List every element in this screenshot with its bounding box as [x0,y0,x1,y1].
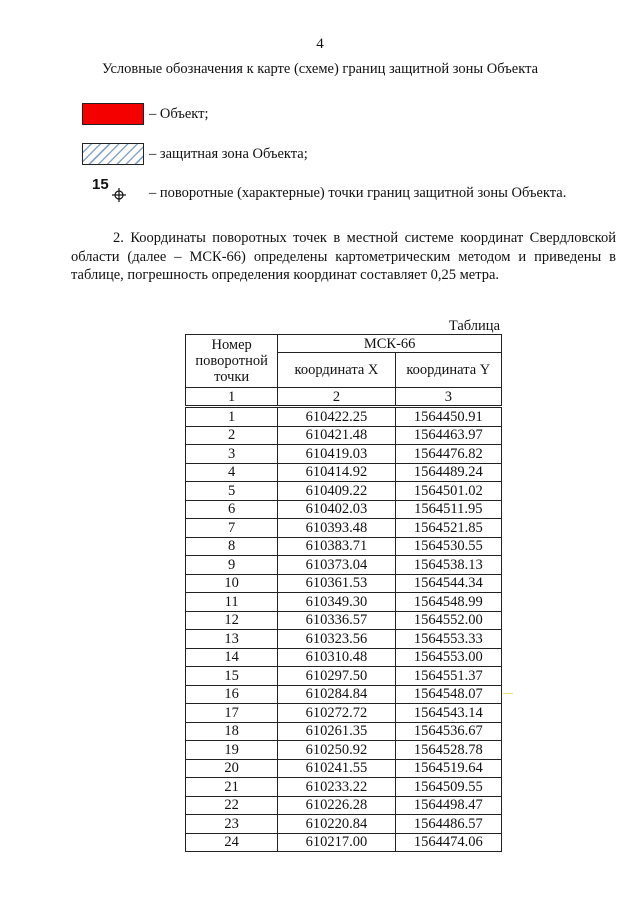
table-row [186,426,502,445]
table-row [186,407,502,427]
coordinate-y-cell: 1564530.55 [395,537,501,556]
table-row [186,833,502,852]
point-number-cell: 3 [186,445,278,464]
table-body [186,407,502,852]
point-number-cell: 19 [186,741,278,760]
column-number: 3 [395,388,501,407]
point-number-cell: 24 [186,833,278,852]
coordinate-y-cell: 1564543.14 [395,704,501,723]
coordinate-x-cell: 610217.00 [278,833,395,852]
column-number: 1 [186,388,278,407]
table-row [186,445,502,464]
point-number-cell: 7 [186,519,278,538]
point-number-cell: 9 [186,556,278,575]
coordinate-x-cell: 610422.25 [278,407,395,427]
table-row [186,796,502,815]
table-row [186,667,502,686]
table-row [186,648,502,667]
coordinate-y-cell: 1564548.07 [395,685,501,704]
coordinate-x-cell: 610421.48 [278,426,395,445]
legend-item-zone [82,143,308,165]
table-row [186,630,502,649]
coordinate-x-cell: 610261.35 [278,722,395,741]
point-number-cell: 11 [186,593,278,612]
point-number-cell: 12 [186,611,278,630]
coordinate-y-cell: 1564509.55 [395,778,501,797]
coordinate-y-cell: 1564498.47 [395,796,501,815]
header-point-number: Номер поворотной точки [186,335,278,388]
object-swatch [82,103,144,125]
coordinates-table [185,334,502,852]
point-number-cell: 20 [186,759,278,778]
coordinate-y-cell: 1564521.85 [395,519,501,538]
point-number-cell: 22 [186,796,278,815]
legend-object-label: – Объект; [149,105,209,122]
coordinate-x-cell: 610409.22 [278,482,395,501]
point-number-cell: 10 [186,574,278,593]
coordinate-y-cell: 1564553.00 [395,648,501,667]
point-number-cell: 18 [186,722,278,741]
coordinate-x-cell: 610220.84 [278,815,395,834]
legend-item-points [92,176,567,206]
coordinate-x-cell: 610361.53 [278,574,395,593]
zone-swatch [82,143,144,165]
table-row [186,685,502,704]
coordinate-x-cell: 610419.03 [278,445,395,464]
header-x: координата X [278,353,395,388]
coordinate-x-cell: 610414.92 [278,463,395,482]
coordinate-x-cell: 610241.55 [278,759,395,778]
point-number-cell: 1 [186,407,278,427]
coordinate-x-cell: 610323.56 [278,630,395,649]
legend-title: Условные обозначения к карте (схеме) границ защитной зоны Объекта [101,61,539,77]
legend-item-object [82,103,209,125]
coordinate-x-cell: 610349.30 [278,593,395,612]
point-number-cell: 17 [186,704,278,723]
coordinate-y-cell: 1564544.34 [395,574,501,593]
table-row [186,537,502,556]
coordinate-y-cell: 1564552.00 [395,611,501,630]
coordinate-x-cell: 610250.92 [278,741,395,760]
table-row [186,593,502,612]
crosshair-icon [112,188,126,202]
coordinate-y-cell: 1564474.06 [395,833,501,852]
coordinate-x-cell: 610393.48 [278,519,395,538]
table-row [186,611,502,630]
table-row [186,722,502,741]
page-number: 4 [316,36,324,52]
table-row [186,815,502,834]
table-row [186,778,502,797]
point-number-cell: 23 [186,815,278,834]
table-row [186,556,502,575]
point-number-cell: 5 [186,482,278,501]
point-number-cell: 13 [186,630,278,649]
point-number-cell: 21 [186,778,278,797]
coordinate-y-cell: 1564536.67 [395,722,501,741]
point-number-cell: 2 [186,426,278,445]
coordinate-x-cell: 610402.03 [278,500,395,519]
coordinate-y-cell: 1564528.78 [395,741,501,760]
coordinate-y-cell: 1564519.64 [395,759,501,778]
table-caption: Таблица [448,318,500,334]
coordinate-x-cell: 610226.28 [278,796,395,815]
coordinate-y-cell: 1564553.33 [395,630,501,649]
coordinate-x-cell: 610310.48 [278,648,395,667]
point-number-cell: 8 [186,537,278,556]
table-row [186,704,502,723]
table-row [186,574,502,593]
coordinate-x-cell: 610336.57 [278,611,395,630]
coordinate-y-cell: 1564450.91 [395,407,501,427]
column-number: 2 [278,388,395,407]
coordinate-y-cell: 1564463.97 [395,426,501,445]
coordinate-y-cell: 1564476.82 [395,445,501,464]
coordinate-y-cell: 1564511.95 [395,500,501,519]
coordinate-x-cell: 610284.84 [278,685,395,704]
coordinate-y-cell: 1564501.02 [395,482,501,501]
coordinate-x-cell: 610233.22 [278,778,395,797]
column-number-row [186,388,502,407]
point-number-cell: 4 [186,463,278,482]
coordinate-x-cell: 610383.71 [278,537,395,556]
coordinate-y-cell: 1564489.24 [395,463,501,482]
point-example-number: 15 [92,176,109,193]
coordinate-x-cell: 610373.04 [278,556,395,575]
point-number-cell: 14 [186,648,278,667]
header-y: координата Y [395,353,501,388]
coordinates-paragraph: 2. Координаты поворотных точек в местной системе координат Свердловской области (далее – МСК-66) определены картометрическим методом и приведены в таблице, погрешность определения координат составляет 0,25 метра. [71,230,616,283]
point-number-cell: 16 [186,685,278,704]
legend-zone-label: – защитная зона Объекта; [149,145,308,162]
table-row [186,500,502,519]
point-number-cell: 6 [186,500,278,519]
point-symbol [92,176,144,206]
coordinate-y-cell: 1564548.99 [395,593,501,612]
coordinate-x-cell: 610272.72 [278,704,395,723]
coordinate-y-cell: 1564551.37 [395,667,501,686]
table-row [186,519,502,538]
legend-points-label: – поворотные (характерные) точки границ защитной зоны Объекта. [149,184,567,201]
table-row [186,741,502,760]
point-number-cell: 15 [186,667,278,686]
table-row [186,463,502,482]
coordinate-x-cell: 610297.50 [278,667,395,686]
coordinate-y-cell: 1564538.13 [395,556,501,575]
coordinate-y-cell: 1564486.57 [395,815,501,834]
header-coordinate-system: МСК-66 [278,335,502,353]
table-row [186,759,502,778]
margin-mark [503,693,513,694]
table-row [186,482,502,501]
